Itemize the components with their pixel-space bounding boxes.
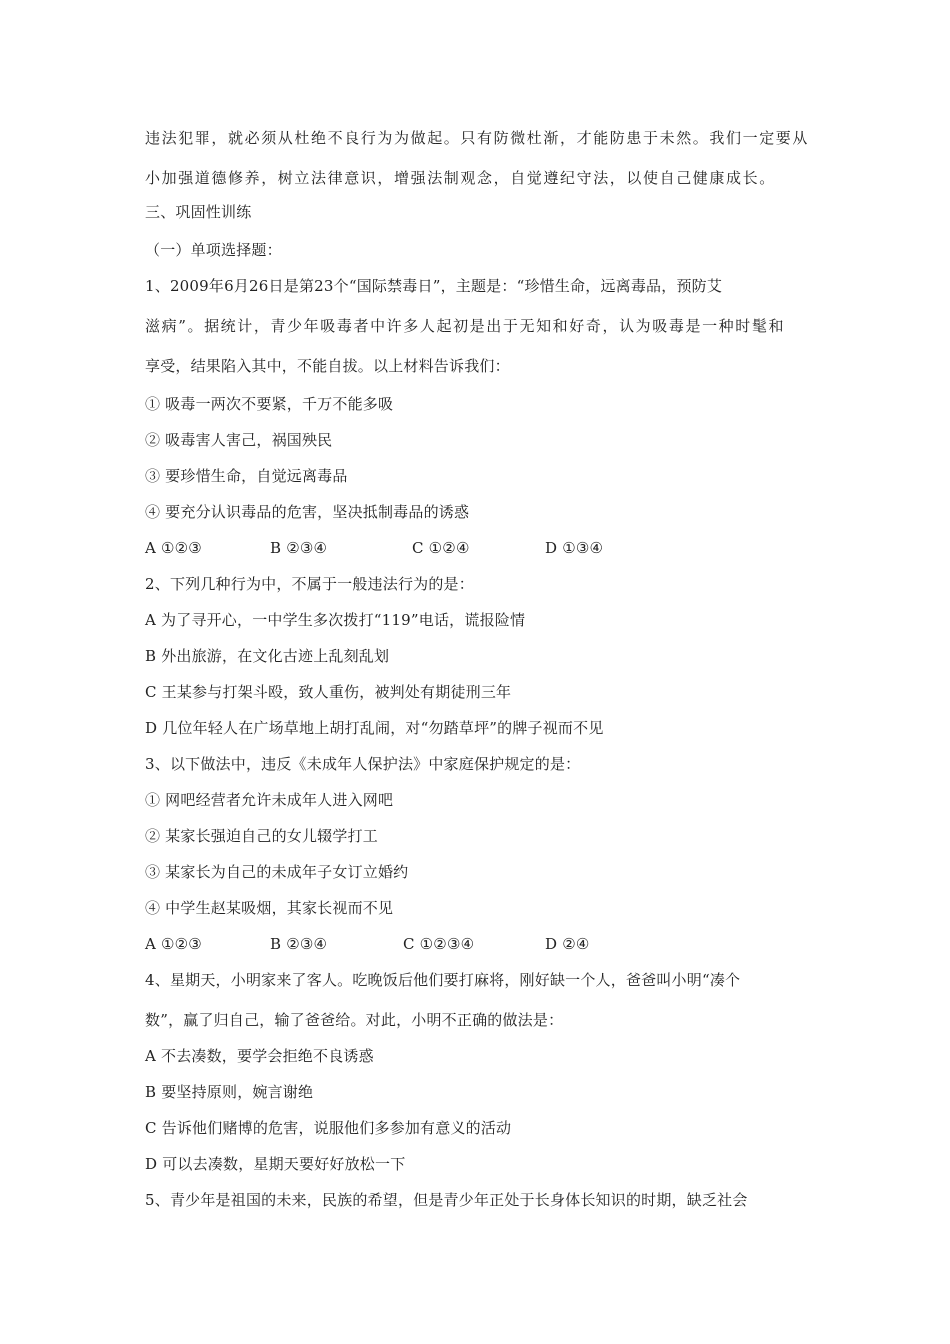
q1-stem-line-1: 1、2009年6月26日是第23个“国际禁毒日”，主题是：“珍惜生命，远离毒品，预防艾 bbox=[145, 277, 723, 295]
q2-option-d: D 几位年轻人在广场草地上胡打乱闹，对“勿踏草坪”的牌子视而不见 bbox=[145, 719, 604, 737]
q1-item: ③ 要珍惜生命，自觉远离毒品 bbox=[145, 467, 348, 485]
q2-option-a: A 为了寻开心，一中学生多次拨打“119”电话，谎报险情 bbox=[145, 611, 526, 629]
section-title: 三、巩固性训练 bbox=[145, 203, 252, 221]
q3-option-b: B ②③④ bbox=[270, 935, 328, 953]
q3-item: ③ 某家长为自己的未成年子女订立婚约 bbox=[145, 863, 409, 881]
q3-option-c: C ①②③④ bbox=[403, 935, 475, 953]
q4-stem-line-1: 4、星期天，小明家来了客人。吃晚饭后他们要打麻将，刚好缺一个人，爸爸叫小明“凑个 bbox=[145, 971, 741, 989]
q4-option-d: D 可以去凑数，星期天要好好放松一下 bbox=[145, 1155, 406, 1173]
q2-stem: 2、下列几种行为中，不属于一般违法行为的是： bbox=[145, 575, 474, 593]
q1-item: ② 吸毒害人害己，祸国殃民 bbox=[145, 431, 333, 449]
q3-item: ② 某家长强迫自己的女儿辍学打工 bbox=[145, 827, 378, 845]
q1-options bbox=[145, 538, 603, 558]
q3-item: ④ 中学生赵某吸烟，其家长视而不见 bbox=[145, 899, 394, 917]
subsection-title: （一）单项选择题： bbox=[145, 241, 282, 259]
q3-option-a: A ①②③ bbox=[145, 935, 202, 953]
q4-option-a: A 不去凑数，要学会拒绝不良诱惑 bbox=[145, 1047, 374, 1065]
q1-item: ④ 要充分认识毒品的危害，坚决抵制毒品的诱惑 bbox=[145, 503, 470, 521]
q3-options bbox=[145, 934, 590, 954]
intro-line-2: 小加强道德修养，树立法律意识，增强法制观念，自觉遵纪守法，以使自己健康成长。 bbox=[145, 169, 776, 187]
q3-option-d: D ②④ bbox=[545, 935, 590, 953]
q4-option-c: C 告诉他们赌博的危害，说服他们多参加有意义的活动 bbox=[145, 1119, 512, 1137]
q1-option-c: C ①②④ bbox=[412, 539, 470, 557]
q1-option-a: A ①②③ bbox=[145, 539, 202, 557]
q3-stem: 3、以下做法中，违反《未成年人保护法》中家庭保护规定的是： bbox=[145, 755, 581, 773]
q3-item: ① 网吧经营者允许未成年人进入网吧 bbox=[145, 791, 394, 809]
q4-stem-line-2: 数”，赢了归自己，输了爸爸给。对此，小明不正确的做法是： bbox=[145, 1011, 564, 1029]
q1-stem-line-3: 享受，结果陷入其中，不能自拔。以上材料告诉我们： bbox=[145, 357, 510, 375]
q1-option-b: B ②③④ bbox=[270, 539, 328, 557]
q1-stem-line-2: 滋病”。据统计，青少年吸毒者中许多人起初是出于无知和好奇，认为吸毒是一种时髦和 bbox=[145, 317, 786, 335]
q1-item: ① 吸毒一两次不要紧，千万不能多吸 bbox=[145, 395, 394, 413]
q2-option-c: C 王某参与打架斗殴，致人重伤，被判处有期徒刑三年 bbox=[145, 683, 512, 701]
q4-option-b: B 要坚持原则，婉言谢绝 bbox=[145, 1083, 314, 1101]
intro-line-1: 违法犯罪，就必须从杜绝不良行为为做起。只有防微杜渐，才能防患于未然。我们一定要从 bbox=[145, 129, 810, 147]
q2-option-b: B 外出旅游，在文化古迹上乱刻乱划 bbox=[145, 647, 390, 665]
q1-option-d: D ①③④ bbox=[545, 539, 604, 557]
q5-stem-line-1: 5、青少年是祖国的未来，民族的希望，但是青少年正处于长身体长知识的时期，缺乏社会 bbox=[145, 1191, 748, 1209]
